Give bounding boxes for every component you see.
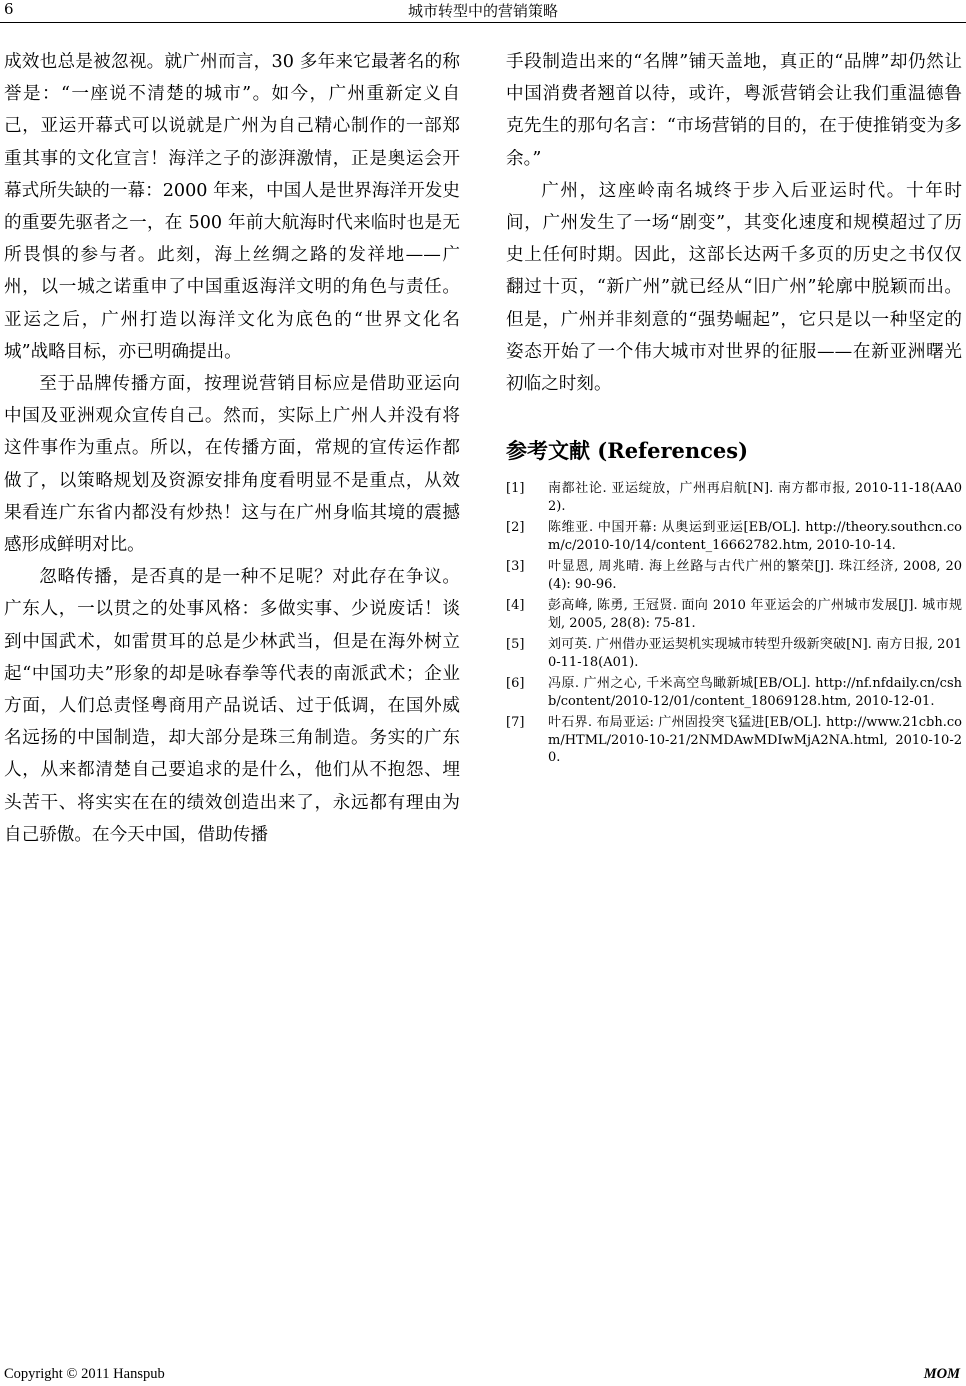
reference-number: [6] bbox=[506, 676, 525, 692]
journal-abbreviation: MOM bbox=[923, 1366, 960, 1382]
reference-item bbox=[506, 675, 962, 710]
reference-item bbox=[506, 558, 962, 593]
reference-text: 刘可英. 广州借办亚运契机实现城市转型升级新突破[N]. 南方日报, 2010-11-18(A01). bbox=[548, 637, 962, 670]
reference-text: 南都社论. 亚运绽放，广州再启航[N]. 南方都市报, 2010-11-18(AA02). bbox=[548, 481, 962, 514]
reference-number: [1] bbox=[506, 481, 525, 497]
reference-number: [5] bbox=[506, 637, 525, 653]
copyright-notice: Copyright © 2011 Hanspub bbox=[4, 1366, 165, 1382]
reference-number: [4] bbox=[506, 598, 525, 614]
body-paragraph: 忽略传播，是否真的是一种不足呢？对此存在争议。广东人，一以贯之的处事风格：多做实事、少说废话！谈到中国武术，如雷贯耳的总是少林武当，但是在海外树立起“中国功夫”形象的却是咏春拳等代表的南派武术；企业方面，人们总责怪粤商用产品说话、过于低调，在国外威名远扬的中国制造，却大部分是珠三角制造。务实的广东人，从来都清楚自己要追求的是什么，他们从不抱怨、埋头苦干、将实实在在的绩效创造出来了，永远都有理由为自己骄傲。在今天中国，借助传播 bbox=[4, 567, 460, 845]
header-rule bbox=[0, 22, 966, 23]
body-paragraph: 手段制造出来的“名牌”铺天盖地，真正的“品牌”却仍然让中国消费者翘首以待，或许，粤派营销会让我们重温德鲁克先生的那句名言：“市场营销的目的，在于使推销变为多余。” bbox=[506, 52, 962, 169]
reference-item bbox=[506, 714, 962, 767]
page-header bbox=[0, 0, 966, 22]
running-title: 城市转型中的营销策略 bbox=[407, 2, 558, 20]
body-paragraph: 至于品牌传播方面，按理说营销目标应是借助亚运向中国及亚洲观众宣传自己。然而，实际上广州人并没有将这件事作为重点。所以，在传播方面，常规的宣传运作都做了，以策略规划及资源安排角度看明显不是重点，从效果看连广东省内都没有炒热！这与在广州身临其境的震撼感形成鲜明对比。 bbox=[4, 374, 460, 556]
reference-item bbox=[506, 480, 962, 515]
reference-text: 叶石界. 布局亚运: 广州固投突飞猛进[EB/OL]. http://www.21cbh.com/HTML/2010-10-21/2NMDAwMDIwMjA2NA.html, 2010-10-20. bbox=[548, 715, 962, 766]
reference-number: [2] bbox=[506, 520, 525, 536]
body-paragraph: 广州，这座岭南名城终于步入后亚运时代。十年时间，广州发生了一场“剧变”，其变化速度和规模超过了历史上任何时期。因此，这部长达两千多页的历史之书仅仅翻过十页，“新广州”就已经从“旧广州”轮廓中脱颖而出。但是，广州并非刻意的“强势崛起”，它只是以一种坚定的姿态开始了一个伟大城市对世界的征服——在新亚洲曙光初临之时刻。 bbox=[506, 180, 962, 395]
page-number: 6 bbox=[4, 0, 14, 18]
reference-item bbox=[506, 519, 962, 554]
reference-text: 彭高峰, 陈勇, 王冠贤. 面向 2010 年亚运会的广州城市发展[J]. 城市规划, 2005, 28(8): 75-81. bbox=[548, 598, 962, 631]
references-list bbox=[506, 480, 962, 767]
reference-text: 陈维亚. 中国开幕: 从奥运到亚运[EB/OL]. http://theory.southcn.com/c/2010-10/14/content_16662782.htm, 2010-10-14. bbox=[548, 520, 962, 553]
body-paragraph: 成效也总是被忽视。就广州而言，30 多年来它最著名的称誉是：“一座说不清楚的城市”。如今，广州重新定义自己，亚运开幕式可以说就是广州为自己精心制作的一部郑重其事的文化宣言！海洋之子的澎湃激情，正是奥运会开幕式所失缺的一幕：2000 年来，中国人是世界海洋开发史的重要先驱者之一，在 500 年前大航海时代来临时也是无所畏惧的参与者。此刻，海上丝绸之路的发祥地——广州，以一城之诺重申了中国重返海洋文明的角色与责任。亚运之后，广州打造以海洋文化为底色的“世界文化名城”战略目标，亦已明确提出。 bbox=[4, 52, 460, 362]
right-column bbox=[506, 46, 962, 771]
left-column bbox=[4, 46, 460, 851]
reference-item bbox=[506, 636, 962, 671]
reference-item bbox=[506, 597, 962, 632]
reference-text: 冯原. 广州之心, 千米高空鸟瞰新城[EB/OL]. http://nf.nfdaily.cn/cshb/content/2010-12/01/content_18069128.htm, 2010-12-01. bbox=[548, 676, 962, 709]
reference-number: [7] bbox=[506, 715, 525, 731]
reference-number: [3] bbox=[506, 559, 525, 575]
references-heading: 参考文献 (References) bbox=[506, 438, 749, 464]
reference-text: 叶显恩, 周兆晴. 海上丝路与古代广州的繁荣[J]. 珠江经济, 2008, 20(4): 90-96. bbox=[548, 559, 962, 592]
